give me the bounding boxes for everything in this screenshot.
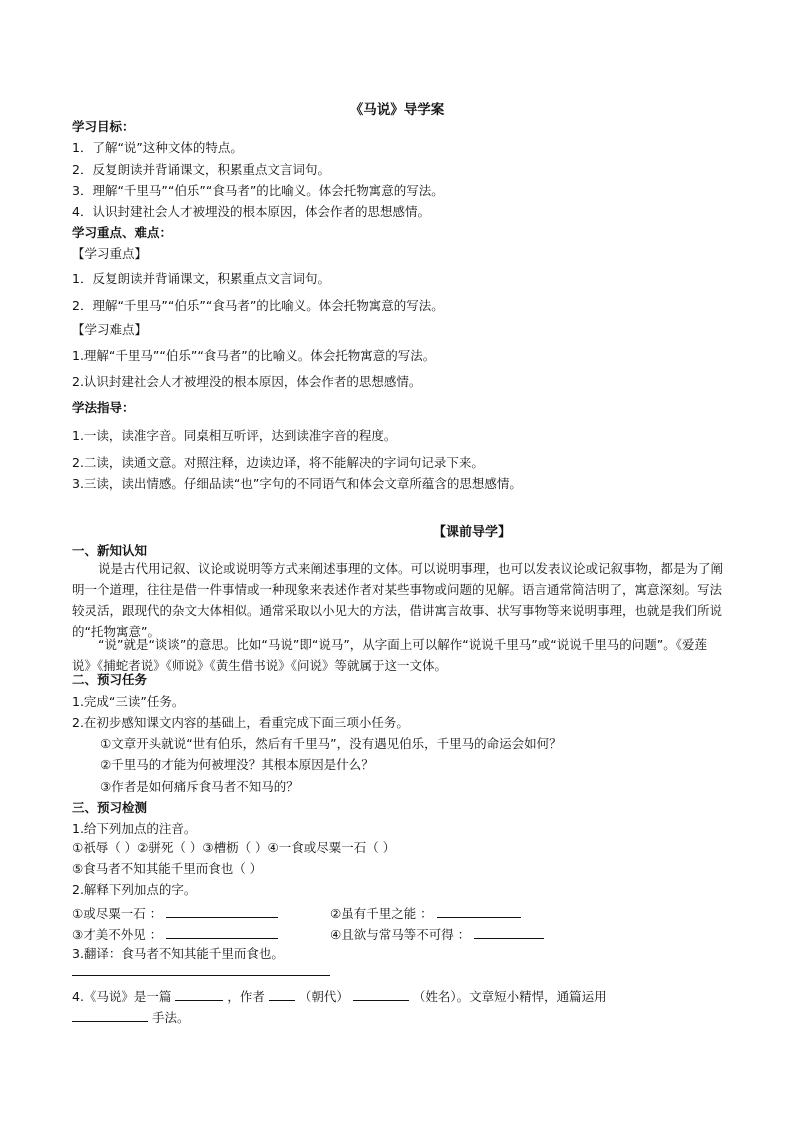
goal-item: 1．了解“说”这种文体的特点。	[72, 140, 243, 155]
answer-blank[interactable]	[353, 987, 409, 1001]
hard-item: 2.认识封建社会人才被埋没的根本原因，体会作者的思想感情。	[72, 374, 422, 389]
answer-blank[interactable]	[175, 987, 223, 1001]
check-q2-item: ②虽有千里之能 ：	[330, 904, 521, 922]
hard-label: 【学习难点】	[72, 322, 148, 337]
answer-blank[interactable]	[474, 925, 544, 939]
check-question: 3.翻译：食马者不知其能千里而食也。	[72, 946, 284, 961]
answer-blank[interactable]	[72, 1008, 148, 1022]
task-heading: 二、预习任务	[72, 672, 148, 687]
answer-blank[interactable]	[166, 904, 278, 918]
check-question: 1.给下列加点的注音。	[72, 821, 197, 836]
task-sub-item: ①文章开头就说“世有伯乐，然后有千里马”，没有遇见伯乐，千里马的命运会如何？	[100, 736, 562, 751]
new-knowledge-heading: 一、新知认知	[72, 543, 148, 558]
goal-item: 3．理解“千里马”“伯乐”“食马者”的比喻义。体会托物寓意的写法。	[72, 183, 444, 198]
translation-answer-line[interactable]	[72, 962, 330, 980]
method-heading: 学法指导：	[72, 400, 135, 415]
new-knowledge-paragraph: “说”就是“谈谈”的意思。比如“马说”即“说马”，从字面上可以解作“说说千里马”或“说说千里马的问题”。《爱莲说》《捕蛇者说》《师说》《黄生借书说》《问说》等就属于这一文体。	[72, 637, 707, 673]
method-item: 3.三读，读出情感。仔细品读“也”字句的不同语气和体会文章所蕴含的思想感情。	[72, 476, 522, 491]
check-q2-item: ①或尽粟一石 ：	[72, 904, 278, 922]
answer-blank[interactable]	[72, 962, 330, 976]
check-q2-item: ④且欲与常马等不可得 ：	[330, 925, 544, 943]
answer-blank[interactable]	[437, 904, 521, 918]
answer-blank[interactable]	[166, 925, 278, 939]
check-q2-item: ③才美不外见 ：	[72, 925, 278, 943]
task-item: 1.完成“三读”任务。	[72, 694, 185, 709]
key-points-heading: 学习重点、难点：	[72, 225, 173, 240]
method-item: 2.二读，读通文意。对照注释，边读边译，将不能解决的字词句记录下来。	[72, 455, 484, 470]
goal-item: 4．认识封建社会人才被埋没的根本原因，体会作者的思想感情。	[72, 204, 430, 219]
page-title: 《马说》导学案	[349, 102, 445, 118]
task-sub-item: ③作者是如何痛斥食马者不知马的？	[100, 779, 299, 794]
key-item: 1．反复朗读并背诵课文，积累重点文言词句。	[72, 271, 330, 286]
goals-heading: 学习目标：	[72, 119, 135, 134]
check-question: 2.解释下列加点的字。	[72, 882, 197, 897]
check-heading: 三、预习检测	[72, 800, 148, 815]
check-q1-row: ⑤食马者不知其能千里而食也（ ）	[72, 861, 263, 876]
method-item: 1.一读，读准字音。同桌相互听评，达到读准字音的程度。	[72, 428, 397, 443]
task-sub-item: ②千里马的才能为何被埋没？其根本原因是什么？	[100, 757, 374, 772]
key-item: 2．理解“千里马”“伯乐”“食马者”的比喻义。体会托物寓意的写法。	[72, 298, 444, 313]
goal-item: 2．反复朗读并背诵课文，积累重点文言词句。	[72, 162, 330, 177]
new-knowledge-paragraph: 说是古代用记叙、议论或说明等方式来阐述事理的文体。可以说明事理，也可以发表议论或记叙事物，都是为了阐明一个道理，往往是借一件事情或一种现象来表述作者对某些事物或问题的见解。语言通常简洁明了，寓意深刻。写法较灵活，跟现代的杂文大体相似。通常采取以小见大的方法，借讲寓言故事、状写事物等来说明事理，也就是我们所说的“托物寓意”。	[72, 561, 724, 639]
check-q1-row: ①祇辱（ ）②骈死（ ）③槽枥（ ）④一食或尽粟一石（ ）	[72, 840, 396, 855]
task-item: 2.在初步感知课文内容的基础上，看重完成下面三项小任务。	[72, 715, 409, 730]
key-label: 【学习重点】	[72, 246, 148, 261]
hard-item: 1.理解“千里马”“伯乐”“食马者”的比喻义。体会托物寓意的写法。	[72, 348, 436, 363]
pre-class-title: 【课前导学】	[432, 525, 511, 540]
check-q4-line: 4.《马说》是一篇 ，作者 （朝代） （姓名）。文章短小精悍，通篇运用	[72, 989, 607, 1004]
answer-blank[interactable]	[269, 987, 295, 1001]
check-q4-line: 手法。	[72, 1008, 190, 1026]
